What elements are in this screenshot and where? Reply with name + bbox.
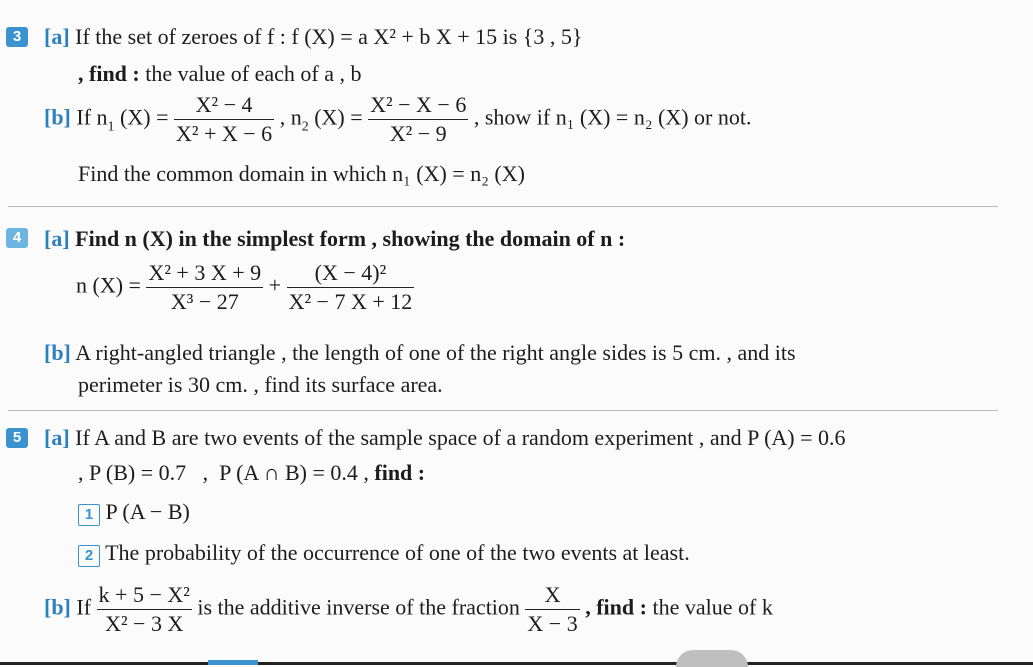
q3-b-frac1-numerator: X² − 4 bbox=[174, 92, 274, 120]
q3-b-fraction-2 bbox=[368, 92, 468, 147]
q5-item2-number: 2 bbox=[78, 545, 100, 567]
q4-a-fraction-2 bbox=[287, 260, 415, 315]
page-bottom-rule bbox=[0, 662, 1033, 665]
q5-b-if: If bbox=[76, 594, 92, 620]
q3-b-if: If n bbox=[76, 104, 108, 130]
q5-part-a bbox=[44, 425, 846, 451]
q4-a-frac1-numerator: X² + 3 X + 9 bbox=[146, 260, 263, 288]
q4-a-frac2-denominator: X² − 7 X + 12 bbox=[288, 289, 413, 314]
q3-b-x2: (X) = bbox=[308, 104, 363, 130]
q5-b-fraction-2 bbox=[525, 582, 579, 637]
q5-b-mid: is the additive inverse of the fraction bbox=[197, 594, 520, 620]
page-logo-badge bbox=[676, 650, 748, 667]
q5-b-find: , find : bbox=[585, 594, 647, 620]
q4-a-frac1-denominator: X³ − 27 bbox=[170, 289, 239, 314]
q5-b-frac2-denominator: X − 3 bbox=[527, 611, 578, 636]
q4-b-line2: perimeter is 30 cm. , find its surface area. bbox=[78, 372, 443, 397]
q5-item-1 bbox=[78, 499, 190, 526]
q4-part-a bbox=[44, 226, 625, 252]
q3-b-show: , show if n₁ (X) = n₂ (X) or not. bbox=[473, 104, 752, 130]
q5-a-line1: If A and B are two events of the sample space of a random experiment , and P (A) = 0.6 bbox=[75, 425, 846, 450]
q3-a-rest: the value of each of a , b bbox=[139, 61, 362, 86]
q5-a-conditions: , P (B) = 0.7 , P (A ∩ B) = 0.4 , bbox=[78, 460, 369, 485]
q4-a-fraction-1 bbox=[146, 260, 263, 315]
q3-b-fraction-1 bbox=[174, 92, 274, 147]
q3-b-sub2: 2 bbox=[301, 119, 309, 135]
q3-part-b bbox=[44, 92, 751, 147]
q5-item1-number: 1 bbox=[78, 504, 100, 526]
q4-b-label: [b] bbox=[44, 340, 71, 365]
q5-item-2 bbox=[78, 540, 690, 567]
q3-b-sub1: 1 bbox=[107, 119, 115, 135]
q3-a-line2 bbox=[78, 61, 361, 87]
q3-b-label: [b] bbox=[44, 104, 71, 130]
q3-b-frac2-denominator: X² − 9 bbox=[389, 121, 447, 146]
question-3-number: 3 bbox=[6, 27, 28, 47]
q4-a-frac2-numerator: (X − 4)² bbox=[287, 260, 415, 288]
page-bottom-accent bbox=[208, 660, 258, 665]
q5-item1-text: P (A − B) bbox=[105, 499, 190, 524]
q5-b-rest: the value of k bbox=[646, 594, 773, 620]
q4-b-line1: A right-angled triangle , the length of one of the right angle sides is 5 cm. , and its bbox=[75, 340, 796, 365]
q5-b-label: [b] bbox=[44, 594, 71, 620]
q4-expression bbox=[76, 260, 414, 315]
q5-a-line2 bbox=[78, 460, 425, 486]
q3-b-line2: Find the common domain in which n₁ (X) = n₂ (X) bbox=[78, 161, 525, 186]
q3-a-label: [a] bbox=[44, 24, 70, 49]
q5-b-frac1-numerator: k + 5 − X² bbox=[97, 582, 192, 610]
q5-a-label: [a] bbox=[44, 425, 70, 450]
q5-item2-text: The probability of the occurrence of one of the two events at least. bbox=[105, 540, 690, 565]
q3-b-x: (X) = bbox=[114, 104, 169, 130]
q5-b-frac1-denominator: X² − 3 X bbox=[105, 611, 184, 636]
q5-b-fraction-1 bbox=[97, 582, 192, 637]
separator-1 bbox=[8, 206, 998, 207]
q5-a-find: find : bbox=[368, 460, 426, 485]
q4-a-line1: Find n (X) in the simplest form , showing the domain of n : bbox=[75, 226, 626, 251]
q3-b-frac1-denominator: X² + X − 6 bbox=[176, 121, 273, 146]
q3-part-a bbox=[44, 24, 582, 50]
q5-part-b bbox=[44, 582, 773, 637]
q4-a-plus: + bbox=[268, 272, 282, 298]
q4-a-label: [a] bbox=[44, 226, 70, 251]
q4-a-lhs: n (X) = bbox=[76, 272, 141, 298]
q3-a-line1: If the set of zeroes of f : f (X) = a X² + b X + 15 is {3 , 5} bbox=[75, 24, 583, 49]
q3-a-find: , find : bbox=[78, 61, 140, 86]
question-5-number: 5 bbox=[6, 428, 28, 448]
q5-b-frac2-numerator: X bbox=[525, 582, 579, 610]
q3-b-frac2-numerator: X² − X − 6 bbox=[368, 92, 468, 120]
q4-part-b bbox=[44, 340, 796, 366]
question-4-number: 4 bbox=[6, 228, 28, 248]
q3-b-comma: , n bbox=[279, 104, 302, 130]
separator-2 bbox=[8, 410, 998, 411]
